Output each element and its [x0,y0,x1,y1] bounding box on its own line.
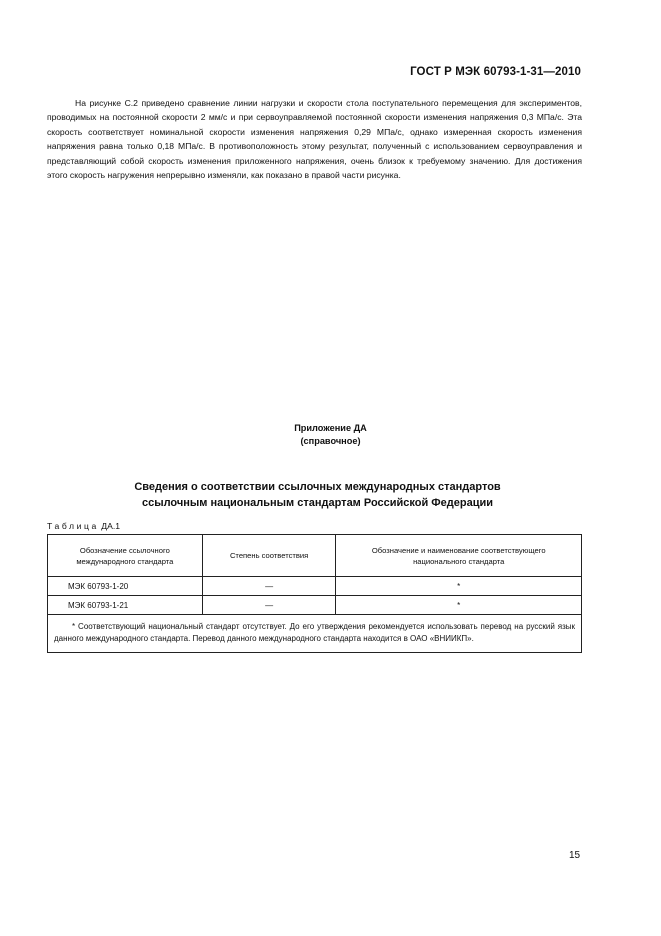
cell-national: * [336,596,582,615]
appendix-label: Приложение ДА [294,423,367,433]
header-national-standard: Обозначение и наименование соответствующего национального стандарта [336,535,582,577]
table-header-row [48,535,582,577]
table-row [48,596,582,615]
table-row [48,577,582,596]
table-caption [47,521,120,531]
cell-degree: — [202,577,336,596]
correspondence-table [47,534,582,653]
cell-national: * [336,577,582,596]
table-footnote [48,615,582,653]
appendix-title-line-2: ссылочным национальным стандартам Российской Федерации [141,496,494,509]
header-international-standard: Обозначение ссылочного международного стандарта [48,535,203,577]
cell-degree: — [202,596,336,615]
appendix-type: (справочное) [300,436,361,446]
appendix-heading [0,422,661,448]
footnote-text: * Соответствующий национальный стандарт отсутствует. До его утверждения рекомендуется использовать перевод на русский язык данного международного стандарта. Перевод данного международного стандарта находится в ОАО «ВНИИКП». [54,622,575,644]
cell-standard: МЭК 60793-1-21 [48,596,203,615]
appendix-title [0,480,635,511]
page-number: 15 [569,850,581,861]
table-caption-id: ДА.1 [101,521,121,531]
body-paragraph: На рисунке С.2 приведено сравнение линии нагрузки и скорости стола поступательного перемещения для экспериментов, проводимых на постоянной скорости 2 мм/с и при сервоуправляемой постоянной скорости изменения напряжения 0,3 МПа/с. Эта скорость соответствует номинальной скорости изменения напряжения 0,29 МПа/с, однако измеренная скорость изменения напряжения равна только 0,18 МПа/с. В противоположность этому результат, полученный с использованием сервоуправления и представляющий собой скорость изменения приложенного напряжения, очень близок к требуемому значению. Для достижения этого скорость нагружения непрерывно изменяли, как показано в правой части рисунка. [47,98,582,181]
table-footnote-row [48,615,582,653]
appendix-title-line-1: Сведения о соответствии ссылочных международных стандартов [134,481,501,493]
table-caption-word: Таблица [47,521,99,531]
cell-standard: МЭК 60793-1-20 [48,577,203,596]
header-degree-of-correspondence: Степень соответствия [202,535,336,577]
document-code-header: ГОСТ Р МЭК 60793-1-31—2010 [410,66,581,78]
